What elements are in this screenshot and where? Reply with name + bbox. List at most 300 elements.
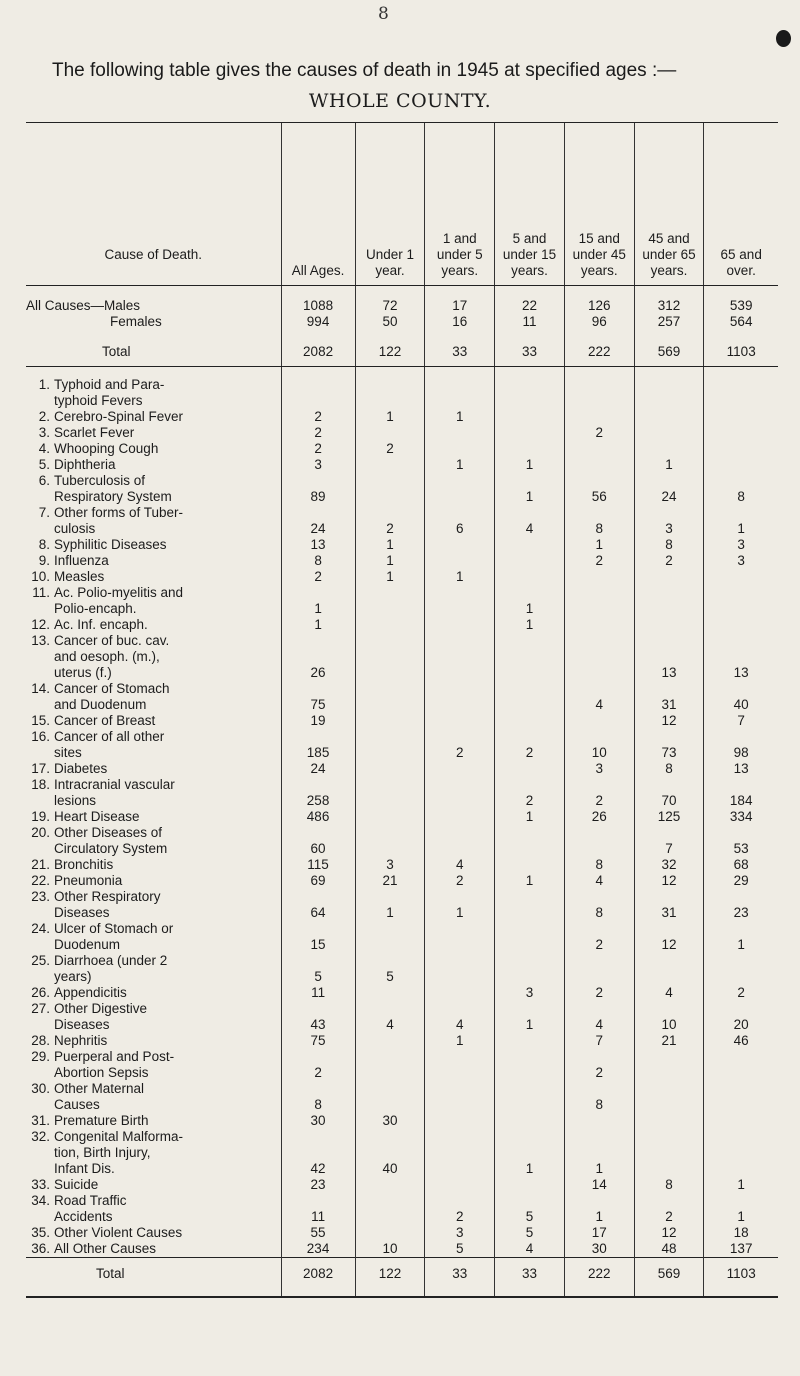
table-cell: 2 [281,425,355,441]
cause-label [26,857,281,873]
table-cell: 21 [355,873,425,889]
table-cell: 1 [425,889,495,921]
cause-text-line: years) [54,969,92,984]
cause-text-line: Ulcer of Stomach or [54,921,174,936]
cause-label [26,553,281,569]
cause-text-line: Appendicitis [54,985,127,1000]
cause-label [26,367,281,410]
cause-text-line: Suicide [54,1177,99,1192]
table-cell: 24 [634,473,704,505]
table-cell: 486 [281,809,355,825]
table-row [26,809,778,825]
table-cell [704,441,778,457]
cause-number: 32. [31,1129,50,1144]
cause-text-line: uterus (f.) [54,665,112,680]
cause-label [26,681,281,713]
cause-label [26,473,281,505]
table-cell: 19 [281,713,355,729]
table-cell [564,953,634,985]
column-header: 65 and over. [704,123,778,286]
cause-label [26,1193,281,1225]
table-cell: 1 [634,457,704,473]
row-label: All Causes—Males [26,298,141,313]
table-cell: 20 [704,1001,778,1033]
table-cell [704,953,778,985]
cause-number: 2. [38,409,50,424]
cause-number: 35. [31,1225,50,1240]
cause-text-line: Cancer of buc. cav. [54,633,170,648]
table-cell: 1103 [704,330,778,367]
table-cell [634,585,704,617]
table-cell: 2 [564,777,634,809]
table-cell [704,1113,778,1129]
table-cell: 12 [634,921,704,953]
cause-label [26,809,281,825]
table-cell: 11 [281,985,355,1001]
table-cell [495,553,565,569]
cause-text-line: Premature Birth [54,1113,149,1128]
table-cell: 4 [425,857,495,873]
table-cell: 1 [495,617,565,633]
table-cell: 1 [495,457,565,473]
table-cell [281,367,355,410]
table-cell: 2 [281,1049,355,1081]
footer-section [26,1258,778,1298]
table-cell [425,777,495,809]
table-cell [495,425,565,441]
table-cell: 6 [425,505,495,537]
table-cell [355,1049,425,1081]
cause-label [26,761,281,777]
table-cell: 1 [495,873,565,889]
cause-label [26,1129,281,1177]
cause-number: 31. [31,1113,50,1128]
table-cell: 4 [564,1001,634,1033]
table-cell [634,1129,704,1177]
table-cell: 23 [281,1177,355,1193]
table-cell: 4 [425,1001,495,1033]
table-cell [355,729,425,761]
table-row [26,985,778,1001]
cause-text-line: Duodenum [54,937,121,952]
table-cell: 53 [704,825,778,857]
column-header: 1 and under 5 years. [425,123,495,286]
table-cell: 2 [425,873,495,889]
summary-row-males [26,286,778,315]
cause-label [26,1081,281,1113]
table-cell [425,761,495,777]
cause-number: 34. [31,1193,50,1208]
table-cell [634,367,704,410]
cause-text-line: Diseases [54,1017,110,1032]
table-cell [634,1081,704,1113]
table-cell: 539 [704,286,778,315]
table-cell: 7 [564,1033,634,1049]
table-cell: 11 [281,1193,355,1225]
table-cell: 31 [634,889,704,921]
table-row [26,425,778,441]
column-header: Under 1 year. [355,123,425,286]
cause-label [26,633,281,681]
causes-section [26,367,778,1258]
table-cell [634,953,704,985]
cause-text-line: Diphtheria [54,457,116,472]
table-cell: 8 [564,889,634,921]
table-cell: 1 [495,473,565,505]
table-cell [704,367,778,410]
causes-of-death-table-wrap [26,122,778,1350]
cause-label [26,1001,281,1033]
row-label: Females [110,314,162,329]
cause-text-line: Infant Dis. [54,1161,115,1176]
table-cell [425,585,495,617]
table-cell: 2 [564,425,634,441]
table-cell [425,537,495,553]
cause-text-line: Diabetes [54,761,108,776]
cause-label [26,921,281,953]
table-cell: 2 [564,985,634,1001]
table-cell: 5 [495,1193,565,1225]
cause-number: 16. [31,729,50,744]
table-cell: 2 [634,553,704,569]
table-cell: 122 [355,1258,425,1298]
table-cell: 312 [634,286,704,315]
table-cell: 13 [281,537,355,553]
table-cell [495,953,565,985]
table-cell: 4 [564,681,634,713]
table-row [26,761,778,777]
table-cell: 569 [634,330,704,367]
table-cell: 64 [281,889,355,921]
table-cell: 89 [281,473,355,505]
table-cell [634,409,704,425]
cause-number: 4. [38,441,50,456]
table-cell [495,889,565,921]
table-cell: 26 [564,809,634,825]
cause-text-line: Influenza [54,553,109,568]
cause-label [26,569,281,585]
cause-text-line: Cancer of all other [54,729,165,744]
cause-number: 14. [31,681,50,696]
table-cell: 73 [634,729,704,761]
cause-number: 20. [31,825,50,840]
cause-number: 28. [31,1033,50,1048]
cause-label [26,425,281,441]
cause-text-line: Ac. Inf. encaph. [54,617,148,632]
cause-text-line: Puerperal and Post- [54,1049,175,1064]
table-row [26,921,778,953]
table-cell: 2 [425,729,495,761]
table-cell: 1 [425,1033,495,1049]
table-cell: 1 [495,585,565,617]
table-cell [355,425,425,441]
header-row [26,123,778,286]
column-header: 5 and under 15 years. [495,123,565,286]
table-row [26,713,778,729]
table-cell [425,985,495,1001]
table-cell [495,569,565,585]
table-cell: 234 [281,1241,355,1258]
table-cell: 46 [704,1033,778,1049]
table-cell: 569 [634,1258,704,1298]
cause-text-line: Typhoid and Para- [54,377,165,392]
table-cell: 4 [495,1241,565,1258]
table-cell: 16 [425,314,495,330]
cause-label [26,1049,281,1081]
table-cell: 1 [495,1001,565,1033]
cause-number: 11. [32,585,50,600]
table-cell: 4 [495,505,565,537]
table-cell: 12 [634,713,704,729]
table-cell [425,953,495,985]
table-cell [495,713,565,729]
table-cell: 994 [281,314,355,330]
table-cell [355,1225,425,1241]
table-cell [495,1049,565,1081]
table-cell: 257 [634,314,704,330]
table-cell: 185 [281,729,355,761]
table-cell [704,1129,778,1177]
table-cell [355,713,425,729]
table-cell: 8 [634,761,704,777]
table-row [26,537,778,553]
table-cell: 2 [634,1193,704,1225]
cause-number: 15. [31,713,50,728]
cause-number: 22. [31,873,50,888]
table-cell: 3 [704,537,778,553]
cause-label [26,585,281,617]
table-cell: 98 [704,729,778,761]
table-cell: 4 [564,873,634,889]
cause-text-line: Intracranial vascular [54,777,175,792]
table-cell [425,553,495,569]
cause-label [26,505,281,537]
table-cell: 564 [704,314,778,330]
cause-text-line: Congenital Malforma- [54,1129,184,1144]
table-cell [634,441,704,457]
page-number: 8 [378,4,389,24]
table-cell [495,1033,565,1049]
table-cell: 222 [564,1258,634,1298]
cause-text-line: Other Violent Causes [54,1225,183,1240]
table-cell: 30 [281,1113,355,1129]
cause-text-line: and Duodenum [54,697,147,712]
table-cell: 2 [564,553,634,569]
table-cell: 1 [495,1129,565,1177]
table-cell: 69 [281,873,355,889]
table-cell: 3 [425,1225,495,1241]
table-cell [425,633,495,681]
cause-label [26,1241,281,1258]
table-cell: 96 [564,314,634,330]
cause-label [26,825,281,857]
table-cell: 5 [425,1241,495,1258]
table-cell [355,585,425,617]
table-row [26,1081,778,1113]
table-cell [425,681,495,713]
table-cell [495,825,565,857]
table-row [26,953,778,985]
table-subtitle: WHOLE COUNTY. [308,90,492,112]
cause-label [26,1033,281,1049]
cause-text-line: All Other Causes [54,1241,157,1256]
table-cell [495,367,565,410]
cause-number: 10. [31,569,50,584]
table-cell [634,617,704,633]
cause-number: 33. [31,1177,50,1192]
footer-total-row [26,1258,778,1298]
table-cell: 1 [704,1193,778,1225]
column-header: All Ages. [281,123,355,286]
row-label: Total [26,330,281,367]
table-cell: 12 [634,1225,704,1241]
table-cell: 33 [495,330,565,367]
cause-label [26,441,281,457]
table-cell: 30 [564,1241,634,1258]
table-cell [564,457,634,473]
cause-label [26,985,281,1001]
cause-text-line: Other forms of Tuber- [54,505,184,520]
table-cell: 1 [564,1193,634,1225]
table-cell [355,1177,425,1193]
table-cell [425,809,495,825]
cause-label [26,713,281,729]
table-cell [495,633,565,681]
table-cell: 8 [564,857,634,873]
cause-text-line: Respiratory System [54,489,172,504]
cause-text-line: Abortion Sepsis [54,1065,149,1080]
summary-section [26,286,778,367]
cause-text-line: lesions [54,793,97,808]
table-cell: 40 [355,1129,425,1177]
table-cell: 29 [704,873,778,889]
table-row [26,617,778,633]
cause-text-line: Measles [54,569,105,584]
table-row [26,857,778,873]
table-cell [425,617,495,633]
table-cell [495,681,565,713]
table-cell: 2 [355,505,425,537]
cause-text-line: Other Diseases of [54,825,163,840]
table-cell: 2 [495,729,565,761]
cause-text-line: Nephritis [54,1033,108,1048]
table-cell: 3 [355,857,425,873]
table-cell [564,441,634,457]
table-cell: 55 [281,1225,355,1241]
table-cell: 258 [281,777,355,809]
table-row [26,1193,778,1225]
table-cell: 17 [564,1225,634,1241]
table-cell: 13 [634,633,704,681]
table-cell [355,473,425,505]
cause-text-line: and oesoph. (m.), [54,649,160,664]
table-cell [495,761,565,777]
table-cell: 2 [425,1193,495,1225]
table-cell: 48 [634,1241,704,1258]
table-cell: 17 [425,286,495,315]
table-cell: 1 [355,553,425,569]
table-cell: 4 [634,985,704,1001]
cause-number: 23. [31,889,50,904]
cause-text-line: Tuberculosis of [54,473,146,488]
cause-number: 27. [31,1001,50,1016]
table-row [26,505,778,537]
cause-number: 19. [31,809,50,824]
cause-text-line: sites [54,745,82,760]
table-cell [425,441,495,457]
table-cell [564,713,634,729]
table-cell [564,1113,634,1129]
cause-number: 9. [38,553,50,568]
table-cell [425,1177,495,1193]
table-cell [425,1049,495,1081]
cause-number: 36. [31,1241,50,1256]
table-cell: 24 [281,505,355,537]
table-row [26,729,778,761]
table-cell [495,1081,565,1113]
table-cell: 3 [281,457,355,473]
cause-text-line: Ac. Polio-myelitis and [54,585,184,600]
cause-text-line: Cancer of Breast [54,713,156,728]
cause-text-line: Bronchitis [54,857,114,872]
table-cell [704,569,778,585]
table-cell [355,809,425,825]
table-cell: 60 [281,825,355,857]
table-cell [634,1113,704,1129]
cause-label [26,777,281,809]
table-cell: 8 [704,473,778,505]
table-cell [634,1049,704,1081]
table-cell [704,1081,778,1113]
table-cell [495,1177,565,1193]
table-row [26,777,778,809]
cause-text-line: typhoid Fevers [54,393,143,408]
cause-text-line: tion, Birth Injury, [54,1145,151,1160]
table-cell: 7 [704,713,778,729]
cause-number: 30. [31,1081,50,1096]
table-cell: 4 [355,1001,425,1033]
ink-dot [776,30,791,47]
cause-label [26,617,281,633]
cause-text-line: Other Respiratory [54,889,161,904]
cause-label [26,953,281,985]
table-cell: 8 [634,1177,704,1193]
table-cell [495,409,565,425]
table-cell: 1 [704,1177,778,1193]
table-cell [355,1081,425,1113]
table-cell: 1 [355,569,425,585]
column-header: 45 and under 65 years. [634,123,704,286]
table-cell [355,825,425,857]
table-row [26,409,778,425]
table-cell: 1 [355,537,425,553]
table-cell: 5 [495,1225,565,1241]
table-row [26,1177,778,1193]
cause-number: 12. [31,617,50,632]
table-cell: 8 [564,505,634,537]
table-cell [355,681,425,713]
table-cell: 1 [355,889,425,921]
cause-text-line: Causes [54,1097,100,1112]
table-row [26,457,778,473]
table-cell [704,425,778,441]
table-cell [425,1129,495,1177]
table-cell [564,633,634,681]
table-cell [495,857,565,873]
table-cell [495,921,565,953]
table-cell [355,367,425,410]
table-cell: 2 [495,777,565,809]
